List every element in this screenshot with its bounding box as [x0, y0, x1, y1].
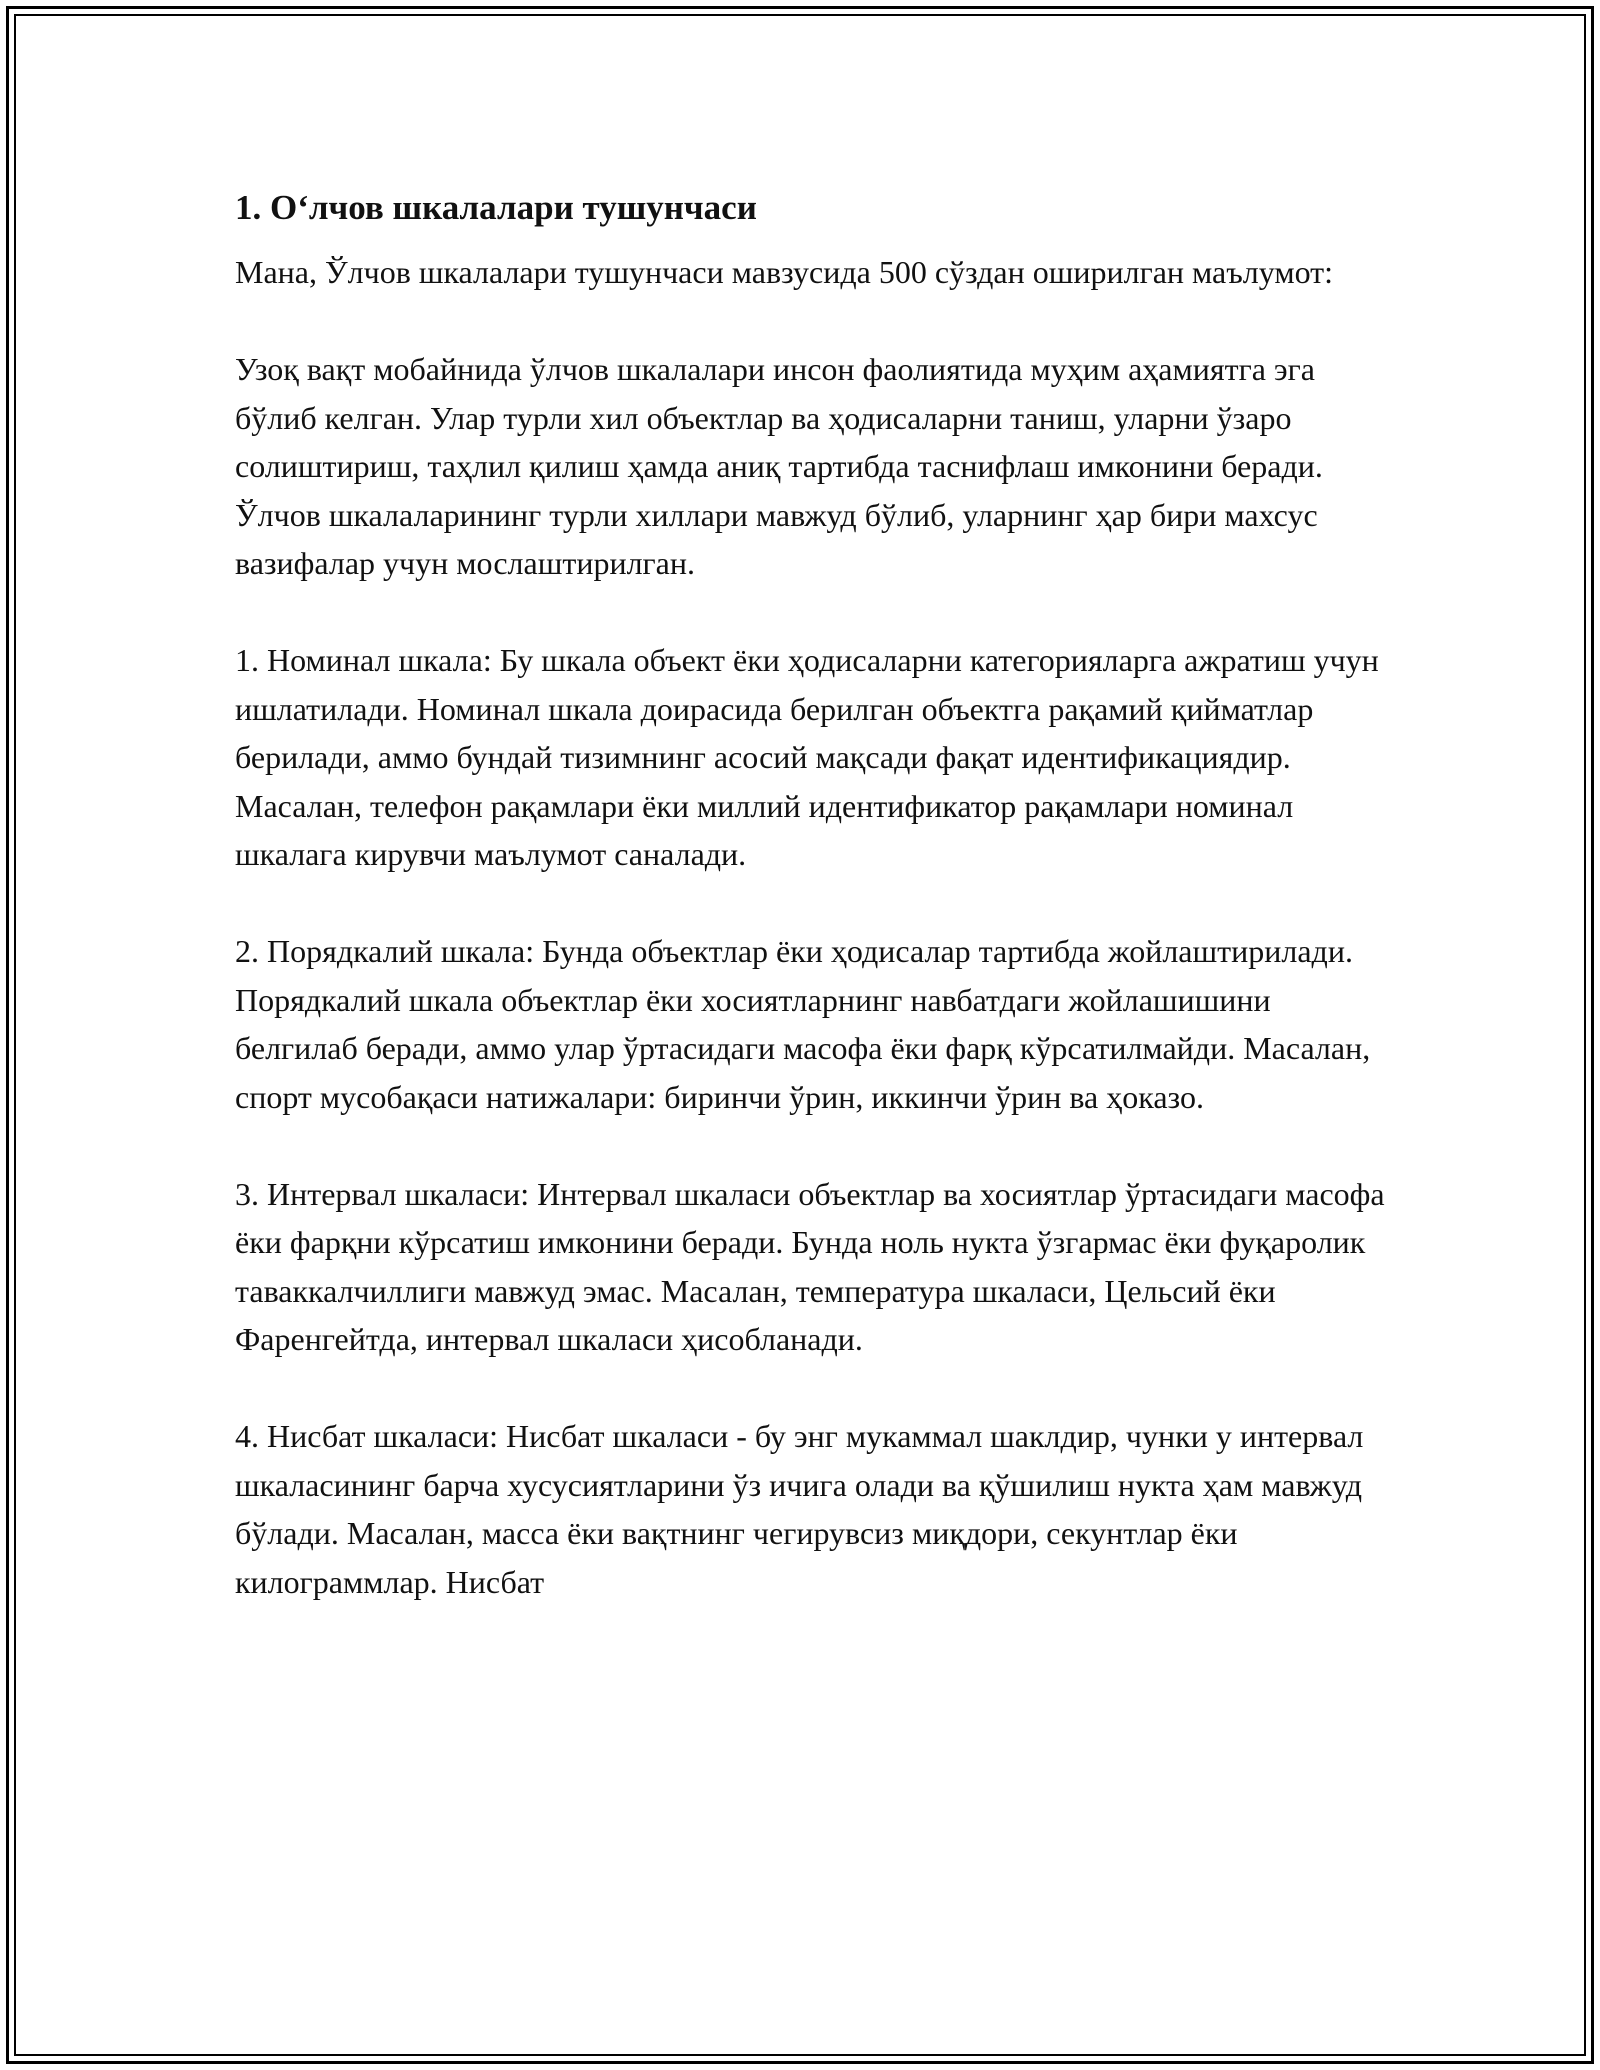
document-body — [235, 186, 1390, 1655]
ordinal-scale-paragraph: 2. Порядкалий шкала: Бунда объектлар ёки ҳодисалар тартибда жойлаштирилади. Порядкалий шкала объектлар ёки хосиятларнинг навбатдаги жойлашишини белгилаб беради, аммо улар ўртасидаги масофа ёки фарқ кўрсатилмайди. Масалан, спорт мусобақаси натижалари: биринчи ўрин, иккинчи ўрин ва ҳоказо. — [235, 933, 1371, 1115]
section-heading: 1. Оʻлчов шкалалари тушунчаси — [235, 188, 757, 227]
nominal-scale-paragraph: 1. Номинал шкала: Бу шкала объект ёки ҳодисаларни категорияларга ажратиш учун ишлатилади. Номинал шкала доирасида берилган объектга рақамий қийматлар берилади, аммо бундай тизимнинг асосий мақсади фақат идентификациядир. Масалан, телефон рақамлари ёки миллий идентификатор рақамлари номинал шкалага кирувчи маълумот саналади. — [235, 642, 1379, 872]
overview-paragraph: Узоқ вақт мобайнида ўлчов шкалалари инсон фаолиятида муҳим аҳамиятга эга бўлиб келган. Улар турли хил объектлар ва ҳодисаларни таниш, уларни ўзаро солиштириш, таҳлил қилиш ҳамда аниқ тартибда таснифлаш имконини беради. Ўлчов шкалаларининг турли хиллари мавжуд бўлиб, уларнинг ҳар бири махсус вазифалар учун мослаштирилган. — [235, 351, 1323, 581]
interval-scale-paragraph: 3. Интервал шкаласи: Интервал шкаласи объектлар ва хосиятлар ўртасидаги масофа ёки фарқни кўрсатиш имконини беради. Бунда ноль нукта ўзгармас ёки фуқаролик таваккалчиллиги мавжуд эмас. Масалан, температура шкаласи, Цельсий ёки Фаренгейтда, интервал шкаласи ҳисобланади. — [235, 1175, 1385, 1357]
intro-paragraph: Мана, Ўлчов шкалалари тушунчаси мавзусида 500 сўздан оширилган маълумот: — [235, 254, 1334, 290]
ratio-scale-paragraph: 4. Нисбат шкаласи: Нисбат шкаласи - бу энг мукаммал шаклдир, чунки у интервал шкаласининг барча хусусиятларини ўз ичига олади ва қўшилиш нукта ҳам мавжуд бўлади. Масалан, масса ёки вақтнинг чегирувсиз миқдори, секунтлар ёки килограммлар. Нисбат — [235, 1418, 1364, 1600]
